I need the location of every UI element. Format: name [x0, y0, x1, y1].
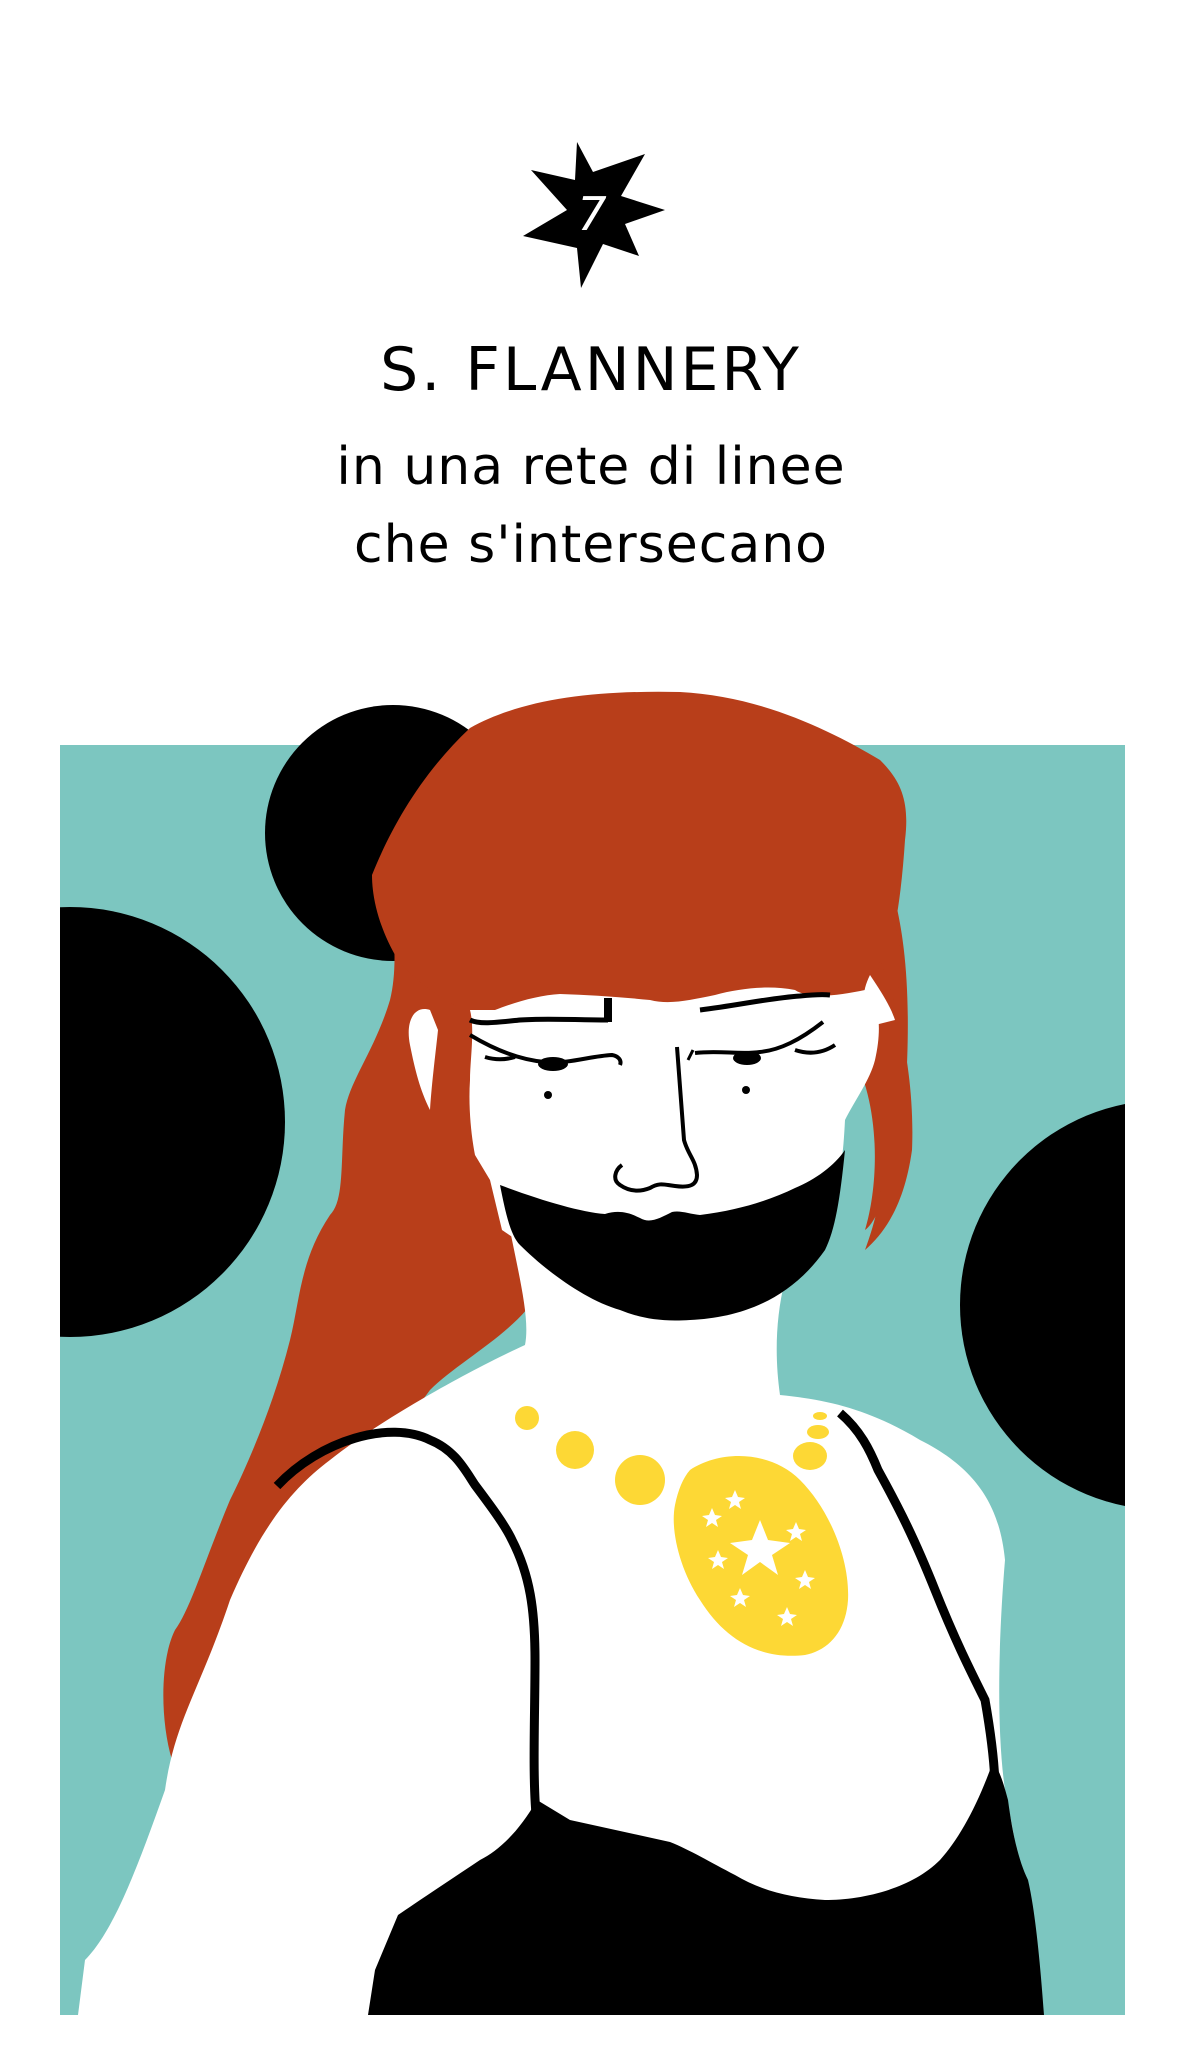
- bead-2: [556, 1431, 594, 1469]
- left-freckle: [544, 1091, 552, 1099]
- bead-6: [813, 1412, 827, 1420]
- bead-4: [793, 1442, 827, 1470]
- right-eye-lid: [733, 1051, 761, 1065]
- left-eyebrow-bar: [604, 998, 612, 1022]
- left-eye-lid: [538, 1057, 568, 1071]
- book-title-line-1: in una rete di linee: [336, 437, 846, 497]
- book-title-line-2: che s'intersecano: [354, 515, 828, 575]
- bead-1: [515, 1406, 539, 1430]
- right-freckle: [742, 1086, 750, 1094]
- bead-3: [615, 1455, 665, 1505]
- badge-number: 7: [577, 187, 607, 241]
- left-eye-lash: [485, 1057, 515, 1059]
- book-author: S. FLANNERY: [380, 335, 802, 405]
- bead-5: [807, 1425, 829, 1439]
